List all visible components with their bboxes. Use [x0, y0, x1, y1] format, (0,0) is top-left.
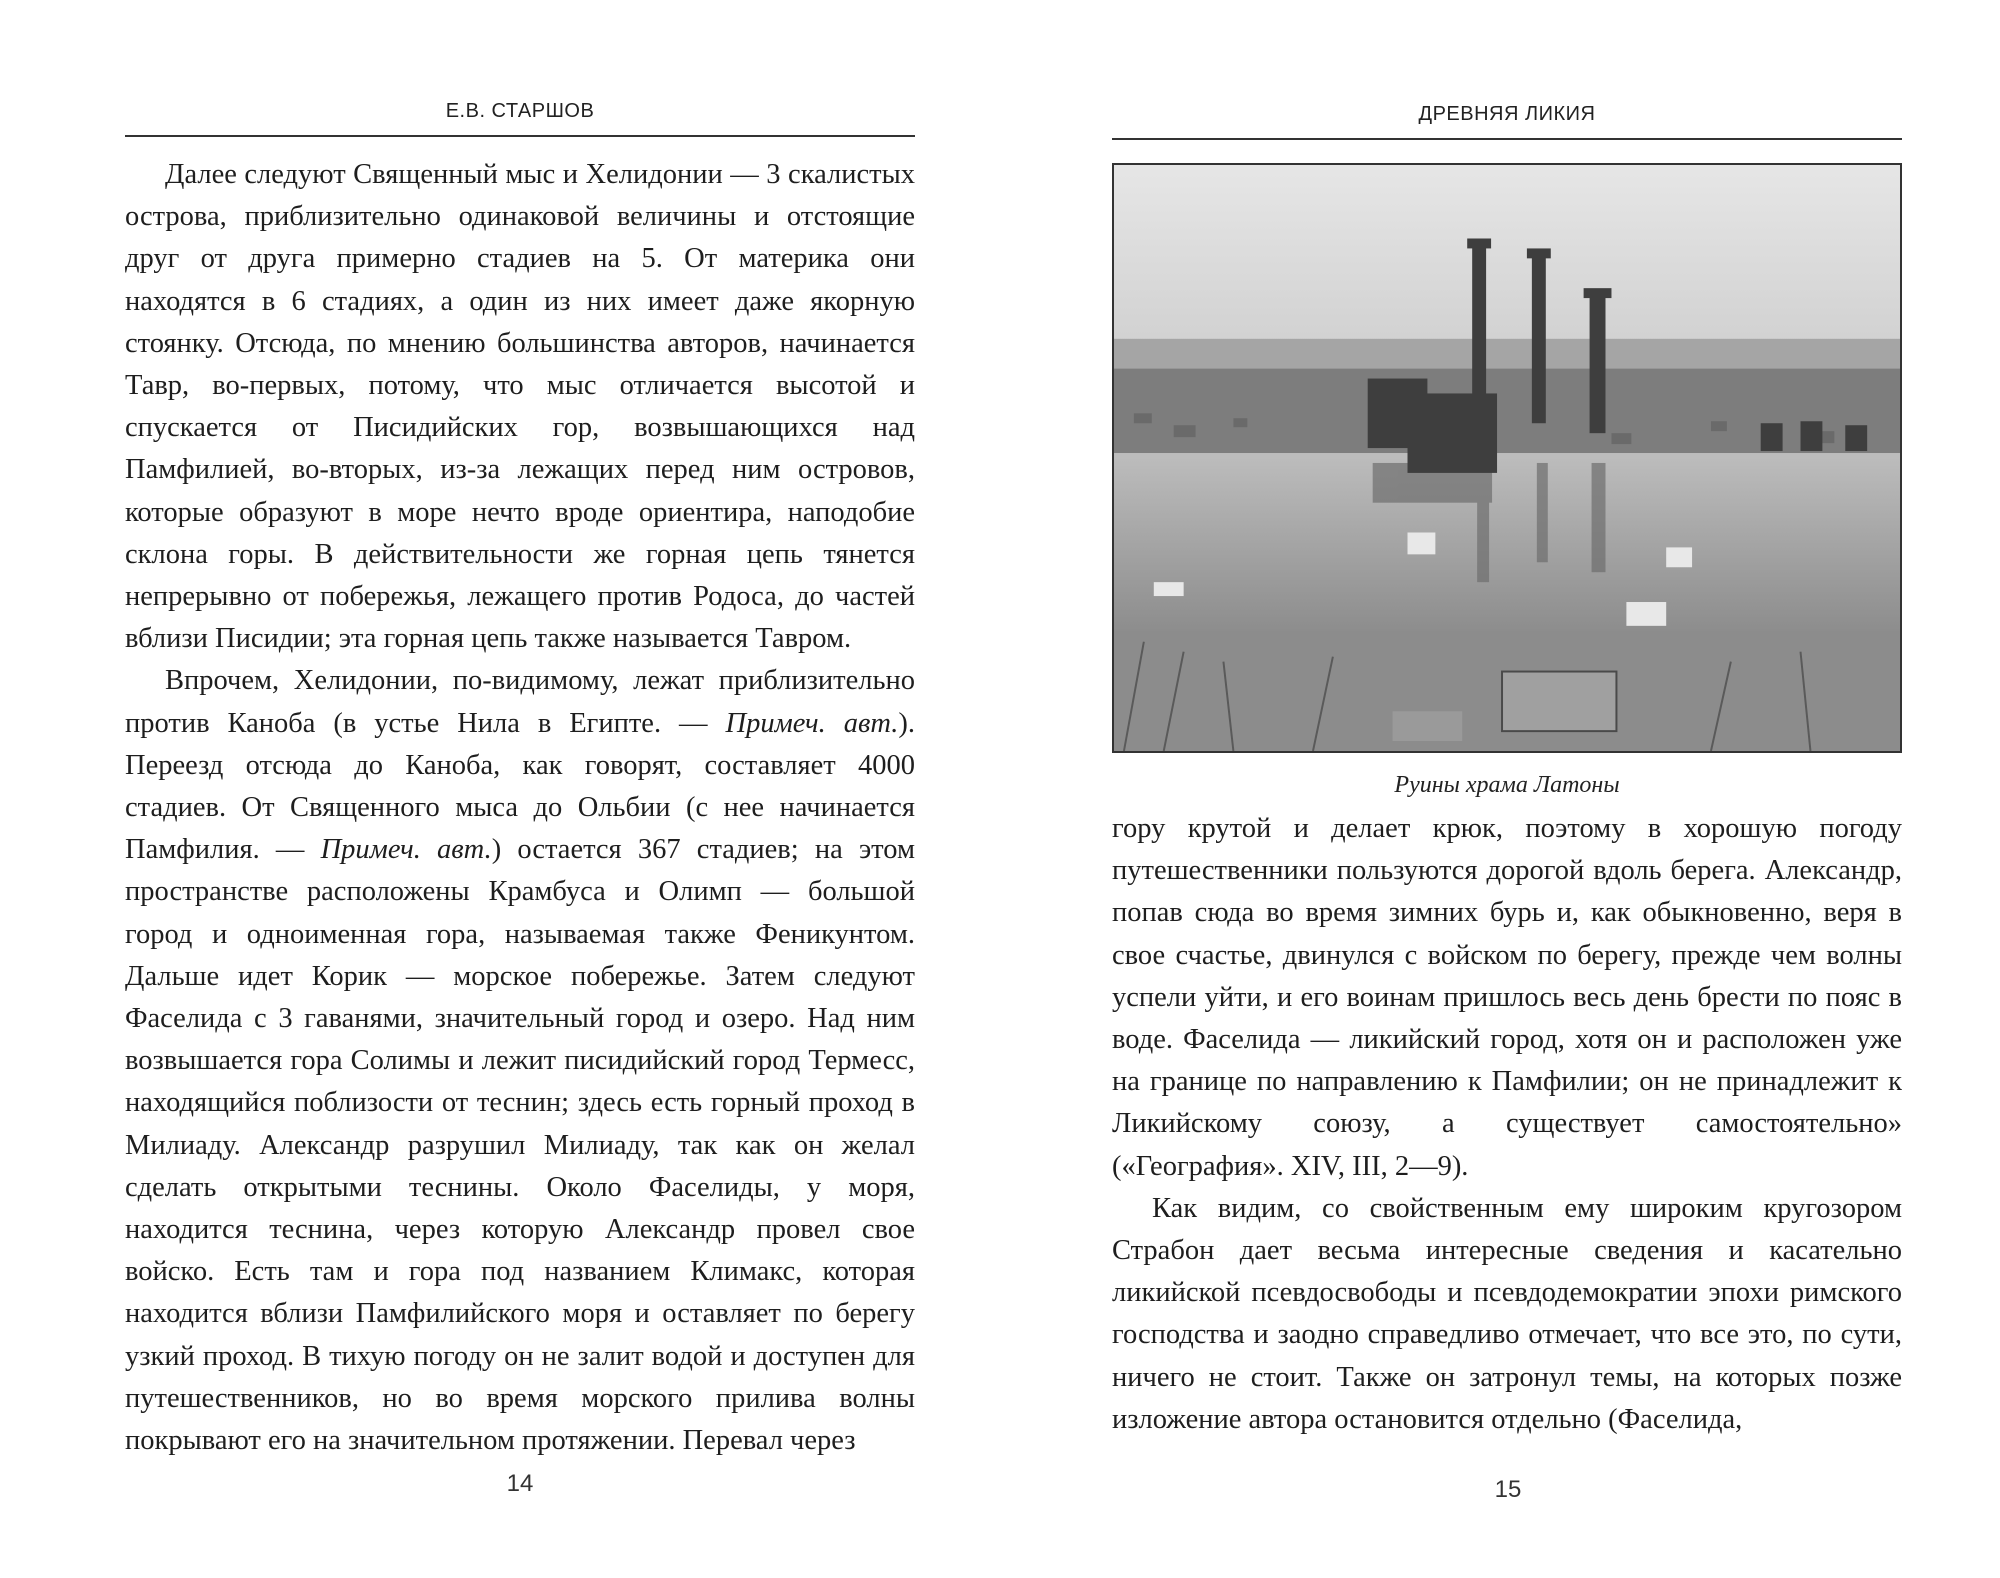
header-rule	[1112, 138, 1902, 140]
figure-caption: Руины храма Латоны	[1394, 772, 1620, 798]
right-body-text	[1112, 808, 1902, 1441]
author-note: Примеч. авт.	[320, 834, 492, 866]
paragraph: гору крутой и делает крюк, поэтому в хорошую погоду путешественники пользуются дорогой вдоль берега. Александр, попав сюда во время зимних бурь и, как обыкновенно, веря в свое счастье, двинулся с войском по берегу, прежде чем волны успели уйти, и его воинам пришлось весь день брести по пояс в воде. Фаселида — ликийский город, хотя он и расположен уже на границе по направлению к Памфилии; он не принадлежит к Ликийскому союзу, а существует самостоятельно» («География». XIV, III, 2—9).	[1112, 813, 1902, 1182]
temple-ruins-image	[1114, 165, 1900, 751]
author-note: Примеч. авт.	[725, 707, 899, 739]
paragraph: Как видим, со свойственным ему широким кругозором Страбон дает весьма интересные сведения и касательно ликийской псевдосвободы и псевдодемократии эпохи римского господства и заодно справедливо отмечает, что все это, по сути, ничего не стоит. Также он затронул темы, на которых позже изложение автора остановится отдельно (Фаселида,	[1112, 1192, 1902, 1435]
right-page	[1000, 0, 2000, 1578]
paragraph: Впрочем, Хелидонии, по-видимому, лежат приблизительно против Канобa (в устье Нила в Египте. — Примеч. авт.). Переезд отсюда до Канобa, как говорят, составляет 4000 стадиев. От Священного мыса до Ольбии (с нее начинается Памфилия. — Примеч. авт.) остается 367 стадиев; на этом пространстве расположены Крамбуса и Олимп — большой город и одноименная гора, называемая также Феникунтом. Дальше идет Корик — морское побережье. Затем следуют Фаселида с 3 гаванями, значительный город и озеро. Над ним возвышается гора Солимы и лежит писидийский город Термесс, находящийся поблизости от теснин; здесь есть горный проход в Милиаду. Александр разрушил Милиаду, так как он желал сделать открытыми теснины. Около Фаселиды, у моря, находится теснина, через которую Александр провел свое войско. Есть там и гора под названием Климакс, которая находится вблизи Памфилийского моря и оставляет по берегу узкий проход. В тихую погоду он не залит водой и доступен для путешественников, но во время морского прилива волны покрывают его на значительном протяжении. Перевал через	[125, 665, 915, 1457]
running-head-author: Е.В. СТАРШОВ	[445, 100, 595, 122]
page-number: 15	[1494, 1476, 1522, 1503]
running-head-title: ДРЕВНЯЯ ЛИКИЯ	[1418, 103, 1596, 125]
paragraph: Далее следуют Священный мыс и Хелидонии — 3 скалистых острова, приблизительно одинаковой величины и отстоящие друг от друга примерно стадиев на 5. От материка они находятся в 6 стадиях, а один из них имеет даже якорную стоянку. Отсюда, по мнению большинства авторов, начинается Тавр, во-первых, потому, что мыс отличается высотой и спускается от Писидийских гор, возвышающихся над Памфилией, во-вторых, из-за лежащих перед ним островов, которые образуют в море нечто вроде ориентира, наподобие склона горы. В действительности же горная цепь тянется непрерывно от побережья, лежащего против Родоса, до частей вблизи Писидии; эта горная цепь также называется Тавром.	[125, 159, 915, 655]
page-number: 14	[506, 1470, 534, 1497]
header-rule	[125, 135, 915, 137]
left-body-text	[125, 154, 915, 1462]
photo-temple-ruins	[1112, 163, 1902, 753]
